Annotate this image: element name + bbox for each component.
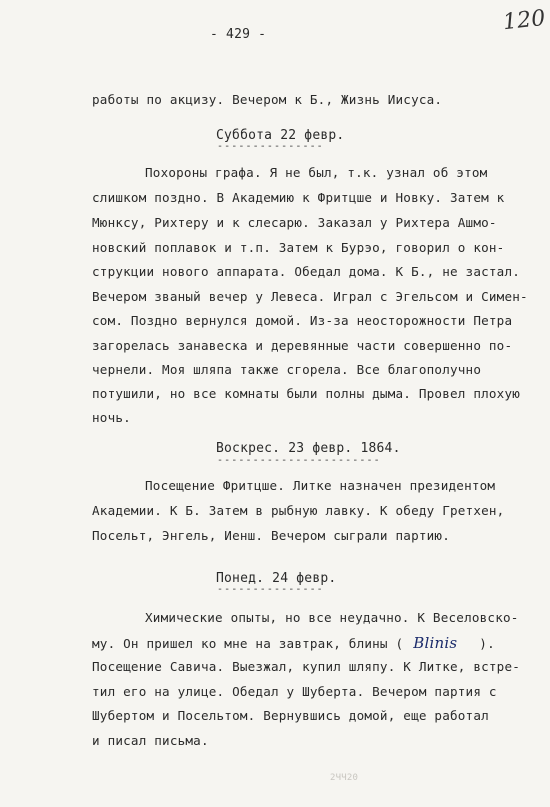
entry-line: потушили, но все комнаты были полны дыма. Провел плохую: [92, 386, 521, 401]
entry-line: ночь.: [92, 410, 131, 425]
entry-line-text: му. Он пришел ко мне на завтрак, блины (: [92, 636, 404, 651]
entry-line: Вечером званый вечер у Левеса. Играл с Эгельсом и Симен-: [92, 289, 528, 304]
handwritten-word: Blinis: [413, 634, 458, 652]
entry-heading-underline: -----------------------: [217, 455, 381, 466]
entry-line: загорелась занавеска и деревянные части совершенно по-: [92, 338, 513, 353]
entry-line: Мюнксу, Рихтеру и к слесарю. Заказал у Рихтера Ашмо-: [92, 215, 497, 230]
entry-line: Шубертом и Посельтом. Вернувшись домой, еще работал: [92, 708, 489, 723]
entry-line: струкции нового аппарата. Обедал дома. К Б., не застал.: [92, 264, 521, 279]
entry-heading-underline: ---------------: [217, 141, 324, 152]
entry-line: Академии. К Б. Затем в рыбную лавку. К обеду Гретхен,: [92, 503, 505, 518]
entry-heading-sunday: Воскрес. 23 февр. 1864.: [216, 441, 401, 456]
entry-line: сом. Поздно вернулся домой. Из-за неосторожности Петра: [92, 313, 513, 328]
entry-heading-saturday: Суббота 22 февр.: [216, 128, 345, 143]
entry-line: тил его на улице. Обедал у Шуберта. Вечером партия с: [92, 684, 497, 699]
faint-stamp: 2ЧЧ20: [330, 773, 359, 783]
entry-line: чернели. Моя шляпа также сгорела. Все благополучно: [92, 362, 482, 377]
intro-line: работы по акцизу. Вечером к Б., Жизнь Иисуса.: [92, 92, 443, 107]
entry-line: и писал письма.: [92, 733, 209, 748]
archive-folio-number: 120: [501, 5, 547, 36]
page-number: - 429 -: [210, 27, 267, 42]
entry-line: Посельт, Энгель, Иенш. Вечером сыграли партию.: [92, 528, 450, 543]
entry-line: слишком поздно. В Академию к Фритцше и Новку. Затем к: [92, 190, 505, 205]
entry-line: Посещение Савича. Выезжал, купил шляпу. К Литке, встре-: [92, 659, 521, 674]
entry-line: новский поплавок и т.п. Затем к Бурэо, говорил о кон-: [92, 240, 505, 255]
entry-heading-monday: Понед. 24 февр.: [216, 571, 337, 586]
entry-line: Посещение Фритцше. Литке назначен президентом: [145, 478, 496, 493]
entry-line-with-handwriting: [92, 634, 495, 652]
entry-heading-underline: ---------------: [217, 584, 324, 595]
entry-line-text-end: ).: [479, 636, 495, 651]
entry-line: Химические опыты, но все неудачно. К Веселовско-: [145, 610, 519, 625]
entry-line: Похороны графа. Я не был, т.к. узнал об этом: [145, 165, 488, 180]
